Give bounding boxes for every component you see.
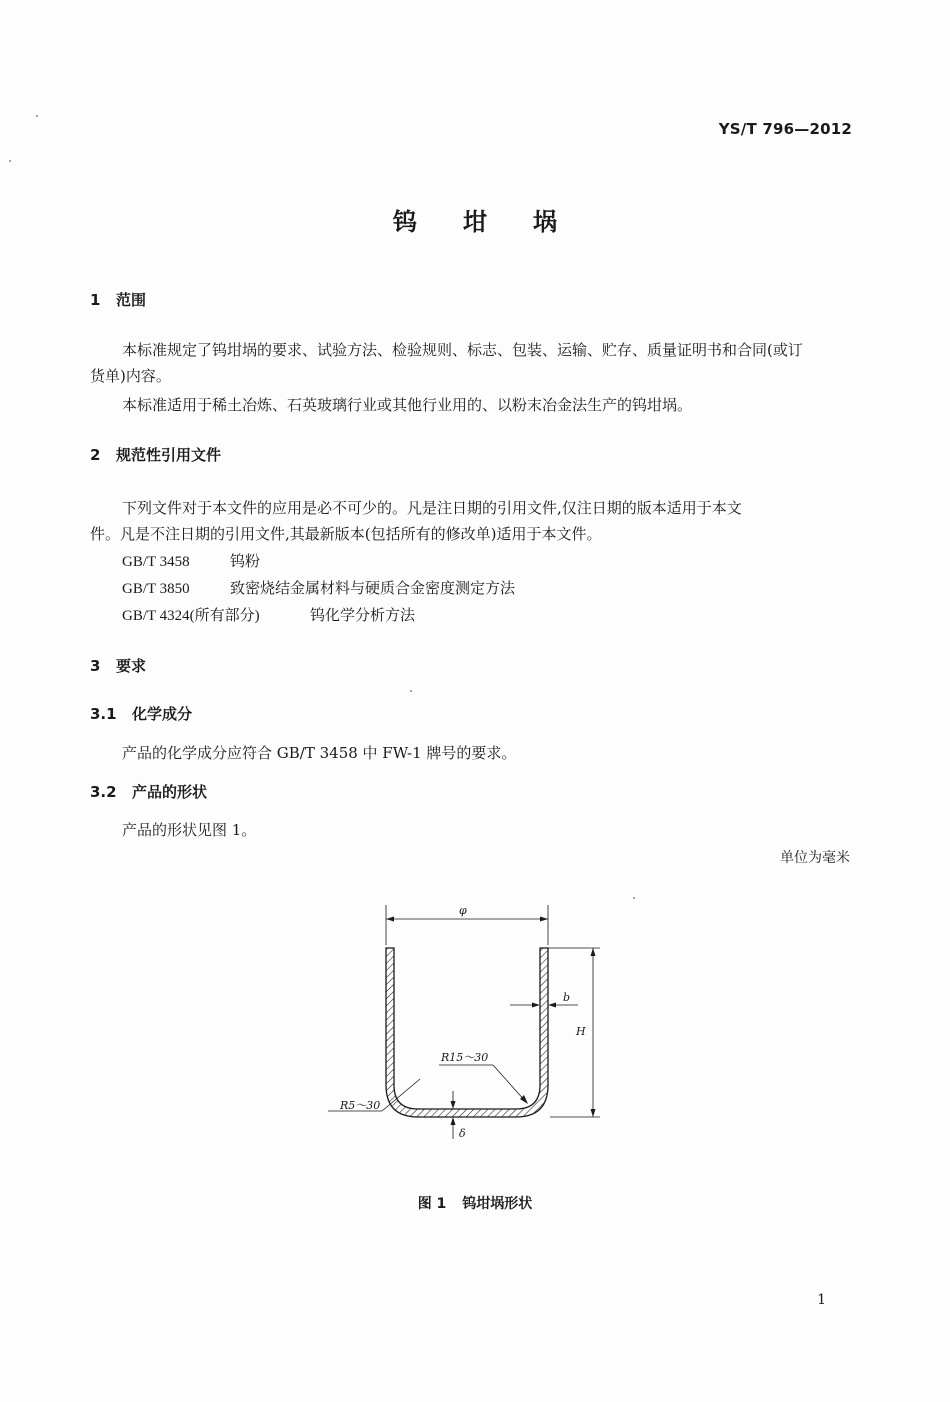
section-2-heading [90,444,221,465]
section-1-para2: 本标准适用于稀土冶炼、石英玻璃行业或其他行业用的、以粉末冶金法生产的钨坩埚。 [122,396,693,414]
title-char: 埚 [533,208,557,236]
scan-speck [36,115,38,117]
reference-code: GB/T 3458 [122,554,190,570]
label-b: b [563,991,571,1004]
section-2-para-line1: 下列文件对于本文件的应用是必不可少的。凡是注日期的引用文件,仅注日期的版本适用于本文 [122,499,742,517]
reference-item [122,577,515,598]
reference-item [122,604,415,625]
section-3-2-heading [90,781,207,802]
arrow-head [548,1003,556,1008]
section-1-para1-line2: 货单)内容。 [90,367,171,385]
arrow-head [451,1101,456,1109]
section-number: 1 [90,291,101,309]
reference-code: GB/T 4324(所有部分) [122,608,260,624]
arrow-head [540,917,548,922]
section-number: 3.1 [90,705,117,723]
section-number: 3.2 [90,783,117,801]
standard-number: YS/T 796—2012 [718,120,852,138]
section-title: 范围 [116,291,147,309]
figure-caption [0,1193,950,1213]
section-2-para-line2: 件。凡是不注日期的引用文件,其最新版本(包括所有的修改单)适用于本文件。 [90,525,602,543]
scan-speck [410,690,412,692]
unit-note: 单位为毫米 [780,850,850,866]
arrow-head [532,1003,540,1008]
section-3-1-text: 产品的化学成分应符合 GB/T 3458 中 FW-1 牌号的要求。 [122,744,517,762]
title-char: 坩 [463,208,487,236]
section-1-heading [90,289,146,310]
section-title: 规范性引用文件 [116,446,222,464]
label-r-inner: R15～30 [441,1051,489,1064]
document-title [0,202,950,237]
reference-title: 钨粉 [230,552,261,570]
label-phi: φ [459,904,467,917]
section-3-2-text: 产品的形状见图 1。 [122,821,257,839]
section-title: 化学成分 [132,705,193,723]
section-3-1-heading [90,703,192,724]
label-H: H [576,1025,586,1038]
crucible-drawing [320,895,620,1155]
section-title: 要求 [116,657,147,675]
arrow-head [386,917,394,922]
label-delta: δ [459,1127,466,1140]
scan-speck [633,897,635,899]
label-r-outer: R5～30 [340,1099,381,1112]
reference-title: 钨化学分析方法 [310,606,416,624]
arrow-head [591,1109,596,1117]
section-number: 3 [90,657,101,675]
scan-speck [9,160,11,162]
leader-r-inner [493,1065,526,1102]
section-1-para1-line1: 本标准规定了钨坩埚的要求、试验方法、检验规则、标志、包装、运输、贮存、质量证明书和合同(或订 [122,341,803,359]
reference-title: 致密烧结金属材料与硬质合金密度测定方法 [230,579,516,597]
reference-item [122,550,260,571]
arrow-head [451,1117,456,1125]
figure-title: 钨坩埚形状 [462,1196,533,1212]
title-char: 钨 [393,208,417,236]
crucible-wall [386,948,548,1117]
section-title: 产品的形状 [132,783,208,801]
section-3-heading [90,655,146,676]
figure-number: 图 1 [417,1196,447,1212]
arrow-head [591,948,596,956]
section-number: 2 [90,446,101,464]
reference-code: GB/T 3850 [122,581,190,597]
page-number: 1 [817,1292,826,1308]
